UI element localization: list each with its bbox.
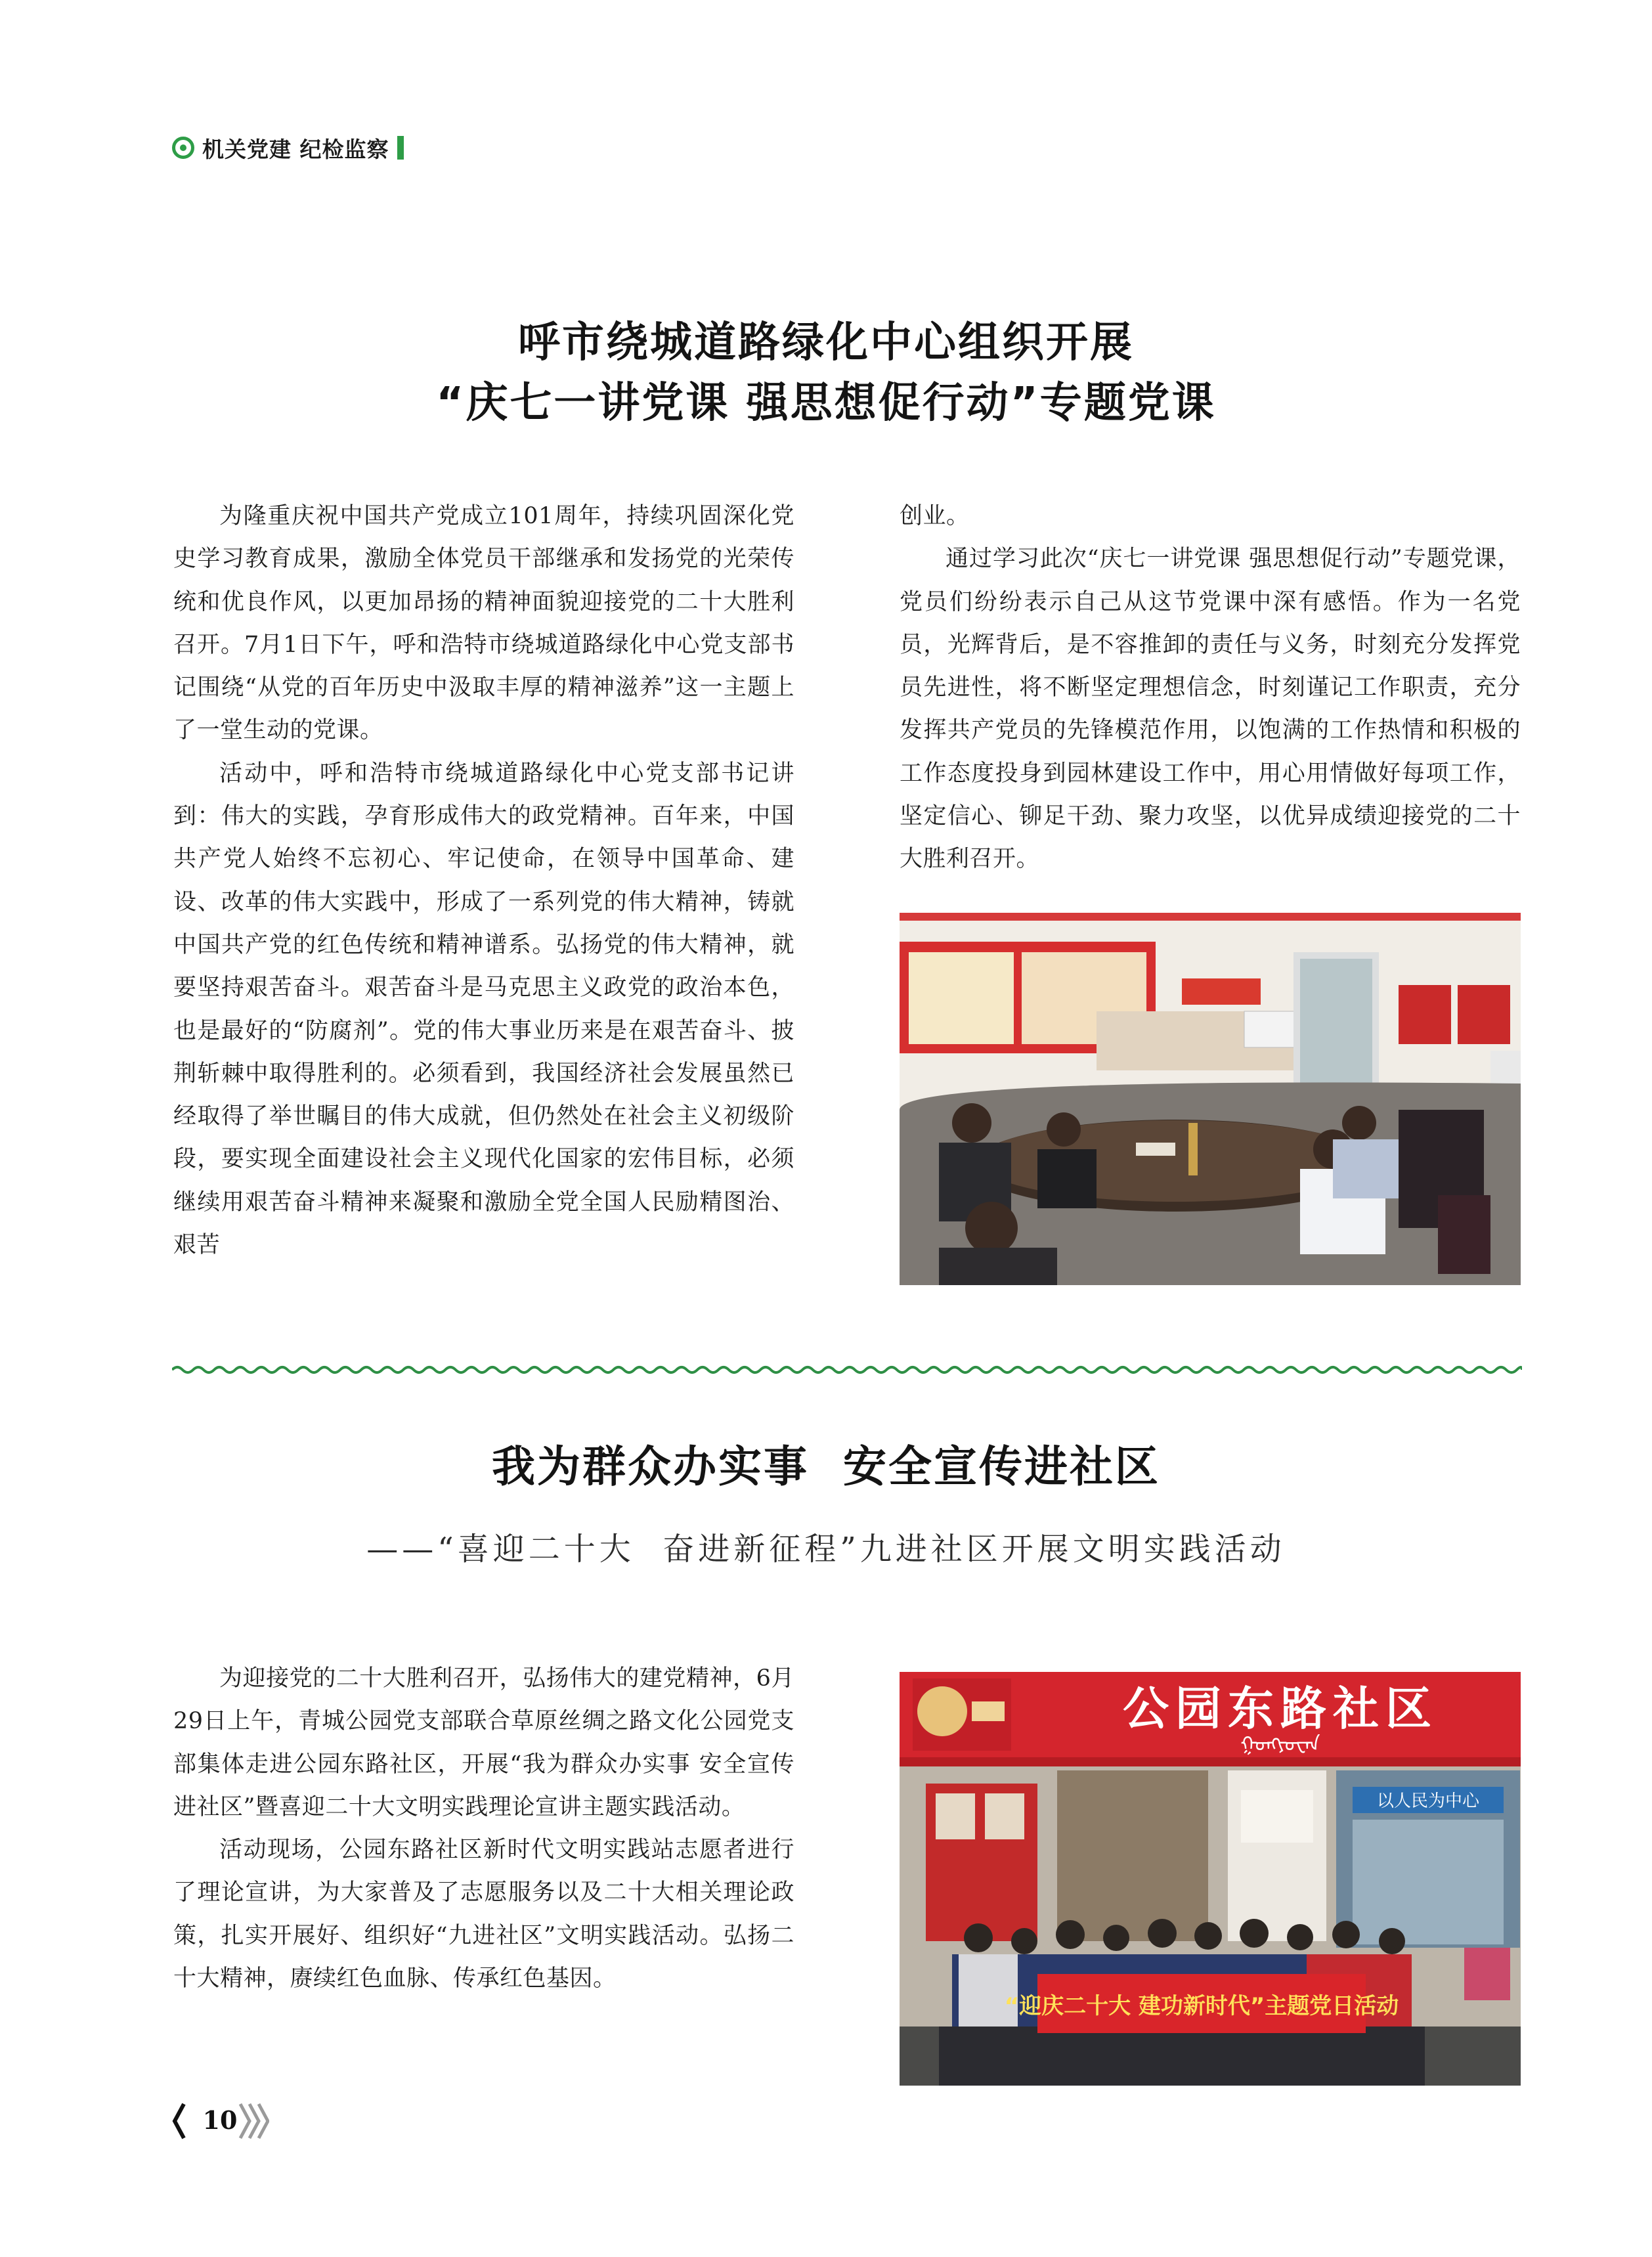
- article1-paragraph: 活动中，呼和浩特市绕城道路绿化中心党支部书记讲到：伟大的实践，孕育形成伟大的政党精神。百年来，中国共产党人始终不忘初心、牢记使命，在领导中国革命、建设、改革的伟大实践中，形成了一系列党的伟大精神，铸就中国共产党的红色传统和精神谱系。弘扬党的伟大精神，就要坚持艰苦奋斗。艰苦奋斗是马克思主义政党的政治本色，也是最好的“防腐剂”。党的伟大事业历来是在艰苦奋斗、披荆斩棘中取得胜利的。必须看到，我国经济社会发展虽然已经取得了举世瞩目的伟大成就，但仍然处在社会主义初级阶段，要实现全面建设社会主义现代化国家的宏伟目标，必须继续用艰苦奋斗精神来凝聚和激励全党全国人民励精图治、艰苦: [173, 760, 794, 1259]
- mongolian-sign-text: ᠭᠣᠩᠶᠤᠸᠠᠨ: [1240, 1733, 1320, 1756]
- community-sign-text: 公园东路社区: [1123, 1682, 1438, 1736]
- meeting-scene-icon: [900, 913, 1521, 1285]
- article2-subtitle: ——“喜迎二十大 奋进新征程”九进社区开展文明实践活动: [366, 1531, 1286, 1567]
- community-scene-icon: [900, 1672, 1521, 2086]
- small-sign-text: 以人民为中心: [1376, 1791, 1480, 1811]
- article1-title: [0, 313, 1652, 433]
- header-bar-icon: [397, 136, 404, 160]
- article1-title-line2: “庆七一讲党课 强思想促行动”专题党课: [436, 379, 1216, 427]
- article1-title-line1: 呼市绕城道路绿化中心组织开展: [518, 318, 1134, 367]
- article1-paragraph: 通过学习此次“庆七一讲党课 强思想促行动”专题党课，党员们纷纷表示自己从这节党课中深有感悟。作为一名党员，光辉背后，是不容推卸的责任与义务，时刻充分发挥党员先进性，将不断坚定理想信念，时刻谨记工作职责，充分发挥共产党员的先锋模范作用，以饱满的工作热情和积极的工作态度投身到园林建设工作中，用心用情做好每项工作，坚定信心、铆足干劲、聚力攻坚，以优异成绩迎接党的二十大胜利召开。: [900, 546, 1521, 873]
- meeting-photo: [900, 913, 1521, 1285]
- article2-paragraph: 活动现场，公园东路社区新时代文明实践站志愿者进行了理论宣讲，为大家普及了志愿服务以及二十大相关理论政策，扎实开展好、组织好“九进社区”文明实践活动。弘扬二十大精神，赓续红色血脉、传承红色基因。: [173, 1837, 794, 1992]
- article1-left-column: [173, 495, 794, 1267]
- article2-column: [173, 1657, 794, 2000]
- section-header: [172, 131, 404, 164]
- article1-paragraph: 为隆重庆祝中国共产党成立101周年，持续巩固深化党史学习教育成果，激励全体党员干部继承和发扬党的光荣传统和优良作风，以更加昂扬的精神面貌迎接党的二十大胜利召开。7月1日下午，呼和浩特市绕城道路绿化中心党支部书记围绕“从党的百年历史中汲取丰厚的精神滋养”这一主题上了一堂生动的党课。: [173, 503, 794, 744]
- article2-paragraph: 为迎接党的二十大胜利召开，弘扬伟大的建党精神，6月29日上午，青城公园党支部联合草原丝绸之路文化公园党支部集体走进公园东路社区，开展“我为群众办实事 安全宣传进社区”暨喜迎二十大文明实践理论宣讲主题实践活动。: [173, 1665, 794, 1820]
- community-photo: [900, 1672, 1521, 2086]
- article2-title: 我为群众办实事 安全宣传进社区: [492, 1441, 1160, 1492]
- wave-divider: [172, 1365, 1522, 1375]
- target-icon: [172, 137, 194, 159]
- article1-continuation: 创业。: [900, 503, 970, 529]
- section-label: 机关党建 纪检监察: [202, 136, 389, 162]
- page-number: 10: [202, 2105, 238, 2135]
- banner-text: “迎庆二十大 建功新时代”主题党日活动: [1004, 1993, 1399, 2019]
- article1-right-column: [900, 495, 1521, 881]
